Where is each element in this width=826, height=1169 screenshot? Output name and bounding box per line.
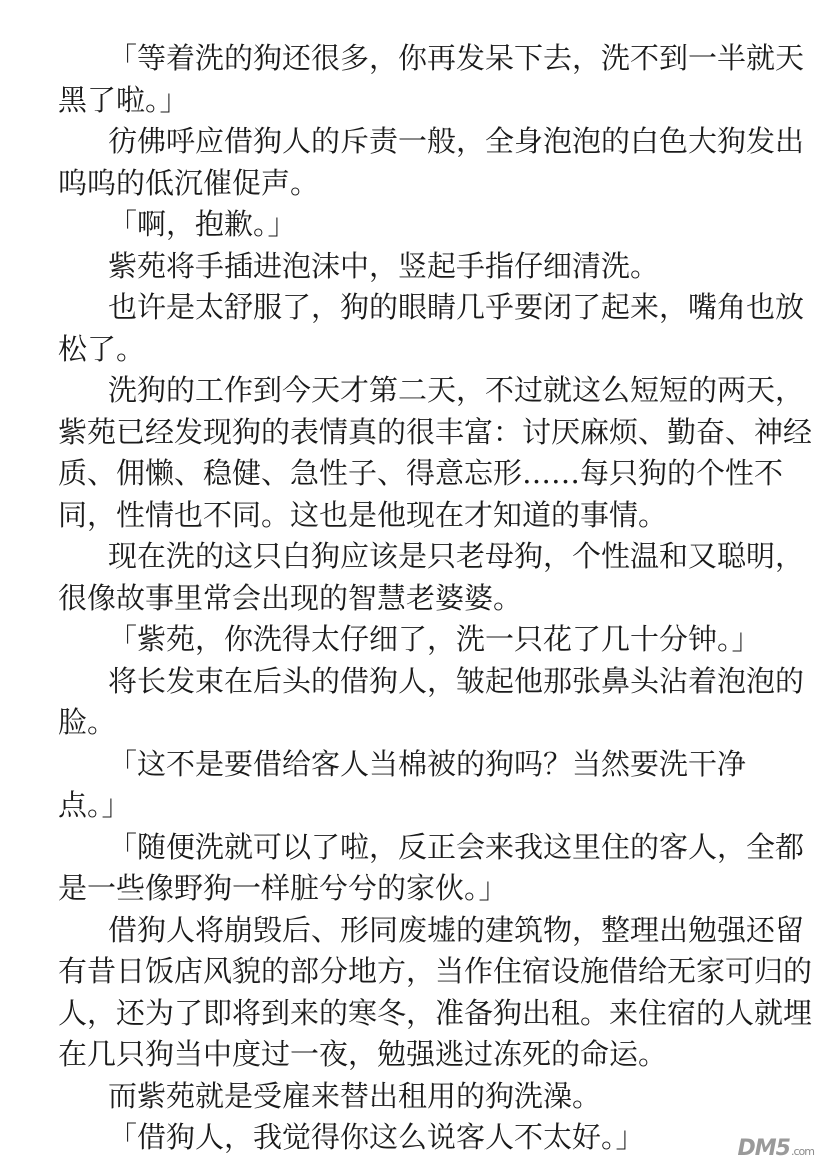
site-watermark — [738, 1136, 814, 1161]
text-line: 在几只狗当中度过一夜，勉强逃过冻死的命运。 — [58, 1037, 668, 1071]
text-line: 借狗人将崩毁后、形同废墟的建筑物，整理出勉强还留 — [108, 912, 805, 947]
text-line: 「随便洗就可以了啦，反正会来我这里住的客人，全都 — [108, 829, 805, 864]
text-line: 是一些像野狗一样脏兮兮的家伙。」 — [58, 871, 508, 905]
text-line: 「借狗人，我觉得你这么说客人不太好。」 — [108, 1120, 645, 1154]
text-line: 彷佛呼应借狗人的斥责一般，全身泡泡的白色大狗发出 — [108, 124, 805, 158]
text-line: 脸。 — [58, 705, 117, 739]
text-line: 松了。 — [58, 331, 146, 366]
text-line: 同，性情也不同。这也是他现在才知道的事情。 — [58, 497, 668, 532]
text-line: 将长发束在后头的借狗人，皱起他那张鼻头沾着泡泡的 — [108, 663, 805, 698]
text-line: 而紫苑就是受雇来替出租用的狗洗澡。 — [108, 1078, 602, 1113]
text-line: 「紫苑，你洗得太仔细了，洗一只花了几十分钟。」 — [108, 622, 761, 656]
text-line: 紫苑已经发现狗的表情真的很丰富：讨厌麻烦、勤奋、神经 — [58, 414, 813, 449]
text-line: 人，还为了即将到来的寒冬，准备狗出租。来住宿的人就埋 — [58, 995, 813, 1030]
text-line: 「啊，抱歉。」 — [108, 207, 297, 241]
text-line: 「这不是要借给客人当棉被的狗吗？当然要洗干净 — [108, 746, 747, 781]
text-line: 很像故事里常会出现的智慧老婆婆。 — [58, 580, 523, 615]
text-line: 黑了啦。」 — [58, 82, 189, 117]
text-line: 也许是太舒服了，狗的眼睛几乎要闭了起来，嘴角也放 — [108, 290, 805, 324]
text-line: 呜呜的低沉催促声。 — [58, 165, 320, 200]
text-line: 质、佣懒、稳健、急性子、得意忘形……每只狗的个性不 — [58, 456, 784, 490]
text-line: 紫苑将手插进泡沫中，竖起手指仔细清洗。 — [108, 248, 660, 283]
watermark-suffix: .com — [791, 1145, 814, 1158]
text-line: 有昔日饭店风貌的部分地方，当作住宿设施借给无家可归的 — [58, 954, 813, 988]
watermark-brand: DM5 — [737, 1136, 790, 1161]
text-line: 现在洗的这只白狗应该是只老母狗，个性温和又聪明， — [108, 539, 805, 573]
text-line: 「等着洗的狗还很多，你再发呆下去，洗不到一半就天 — [108, 41, 805, 75]
text-line: 洗狗的工作到今天才第二天，不过就这么短短的两天， — [108, 373, 805, 407]
text-line: 点。」 — [58, 788, 131, 822]
